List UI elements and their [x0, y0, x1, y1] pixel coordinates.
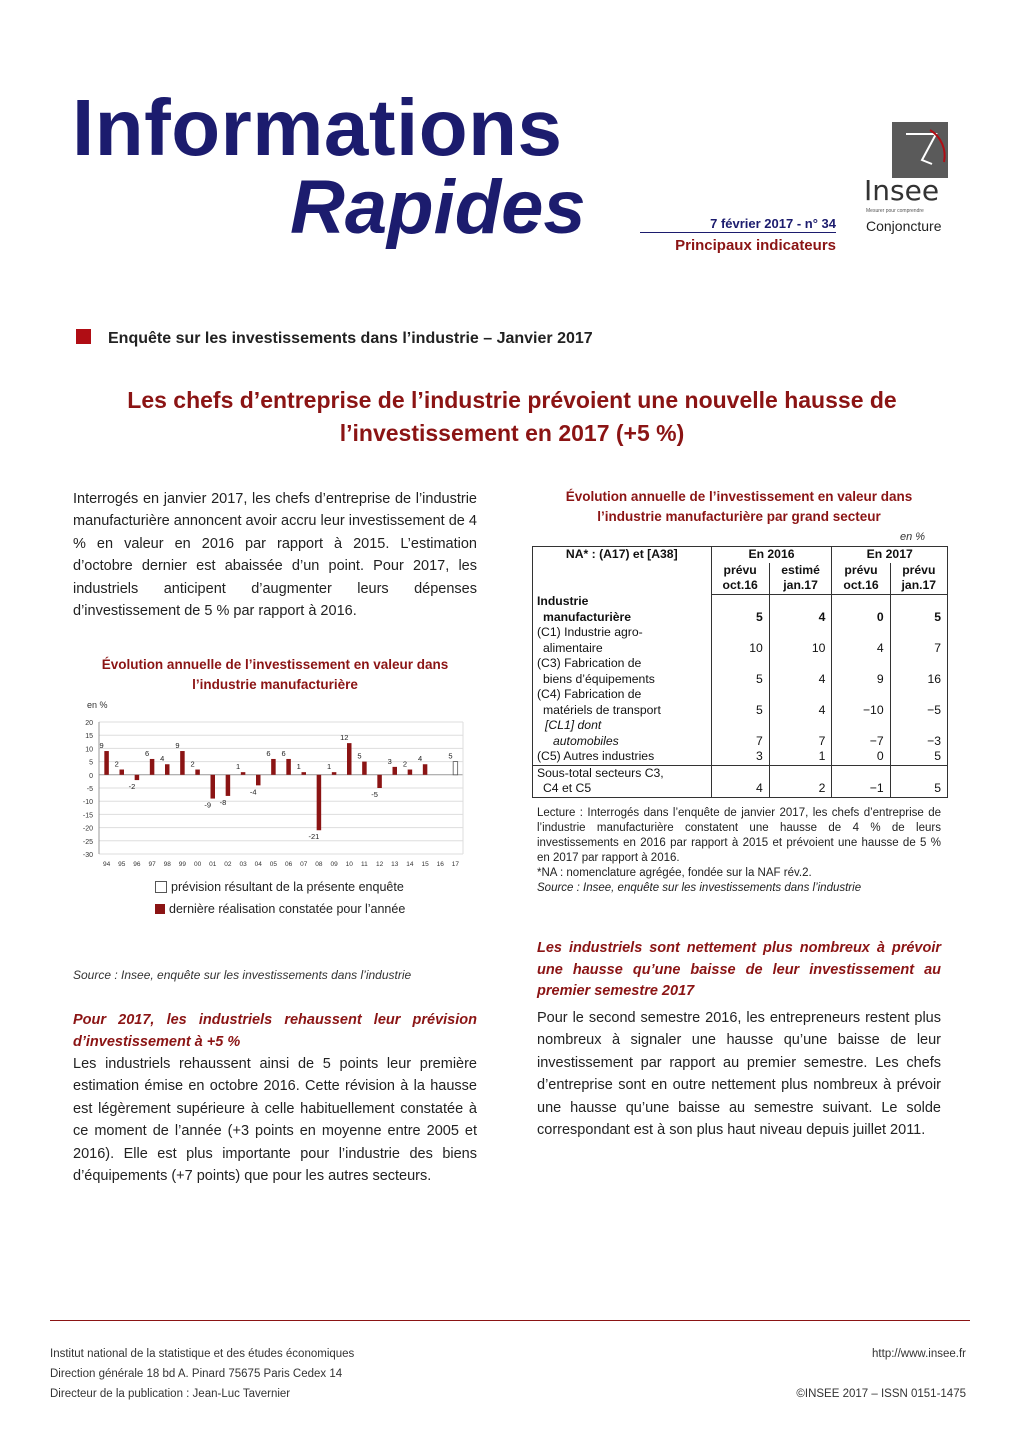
data-label: -21 [308, 832, 320, 842]
data-label: 6 [266, 748, 271, 758]
table-row [533, 594, 948, 625]
issue-category: Principaux indicateurs [675, 237, 836, 254]
chart-legend [155, 880, 405, 916]
x-tick-label: 06 [284, 861, 293, 868]
table-cell: −7 [832, 718, 890, 749]
footer-copyright: ©INSEE 2017 – ISSN 0151-1475 [796, 1388, 966, 1400]
x-tick-label: 14 [406, 861, 414, 868]
bar [302, 772, 307, 775]
chart-source: Source : Insee, enquête sur les investissements dans l’industrie [73, 968, 412, 982]
y-tick-label: 15 [85, 733, 93, 741]
insee-logo [862, 122, 956, 242]
data-label: 2 [190, 759, 195, 769]
table-unit: en % [900, 531, 926, 543]
bar [226, 775, 231, 796]
bar [377, 775, 382, 788]
table-cell: 1 [769, 749, 832, 765]
logo-conjoncture: Conjoncture [866, 218, 942, 234]
logo-emblem-icon [892, 122, 948, 178]
footer-url[interactable]: http://www.insee.fr [872, 1348, 966, 1360]
bar [135, 775, 140, 780]
table-cell: −5 [890, 687, 947, 718]
table-row [533, 765, 948, 797]
table-na-note: *NA : nomenclature agrégée, fondée sur la NAF rév.2. [537, 867, 812, 879]
x-tick-label: 99 [178, 861, 187, 868]
y-tick-label: -25 [82, 838, 93, 846]
data-label: 6 [144, 748, 150, 758]
x-tick-label: 01 [209, 861, 217, 868]
survey-title: Enquête sur les investissements dans l’industrie – Janvier 2017 [108, 330, 593, 347]
table-cell: 4 [711, 765, 769, 797]
data-label: -9 [204, 800, 212, 810]
bar [286, 759, 291, 775]
y-tick-label: 20 [85, 720, 93, 727]
table-cell: 4 [769, 594, 832, 625]
bar [347, 743, 352, 775]
table-cell: 10 [711, 625, 769, 656]
y-tick-label: -20 [82, 825, 93, 833]
y-tick-label: -5 [86, 786, 93, 793]
data-label: 4 [417, 754, 423, 764]
bar [332, 772, 337, 775]
legend-forecast: prévision résultant de la présente enquête [155, 880, 405, 894]
x-tick-label: 10 [345, 861, 353, 868]
bar [423, 764, 428, 775]
table-cell: −10 [832, 687, 890, 718]
table-cell: 5 [711, 687, 769, 718]
data-label: -8 [219, 797, 227, 807]
table-cell: 16 [890, 656, 947, 687]
y-tick-label: -10 [82, 799, 93, 807]
x-tick-label: 09 [330, 861, 338, 868]
table-cell: 5 [890, 594, 947, 625]
table-row [533, 687, 948, 718]
x-tick-label: 07 [300, 861, 308, 868]
table-row-label: Industrie manufacturière [533, 594, 712, 625]
data-label: 6 [281, 748, 286, 758]
data-label: 1 [326, 762, 332, 772]
legend-actual-swatch [155, 904, 165, 914]
x-tick-label: 00 [193, 861, 202, 868]
footer-right [796, 1344, 966, 1404]
x-tick-label: 98 [163, 861, 171, 868]
x-tick-label: 16 [436, 861, 444, 868]
table-row [533, 656, 948, 687]
table-cell: 5 [890, 749, 947, 765]
table-cell: 7 [890, 625, 947, 656]
table-cell: 0 [832, 594, 890, 625]
bar [317, 775, 322, 830]
chart-caption: Évolution annuelle de l’investissement en valeur dans l’industrie manufacturière [101, 657, 449, 692]
table-row [533, 625, 948, 656]
table-row [533, 718, 948, 749]
bar [120, 770, 125, 775]
logo-tagline: Mesurer pour comprendre [866, 208, 924, 214]
x-tick-label: 05 [269, 861, 278, 868]
data-label: 9 [175, 741, 180, 751]
bar [362, 762, 367, 775]
investment-bar-chart [73, 700, 493, 930]
x-tick-label: 11 [361, 861, 368, 868]
footer-address: Institut national de la statistique et des études économiques Direction générale 18 bd A. Pinard 75675 Paris Cedex 14 Directeur de la publication : Jean-Luc Tavernier [50, 1348, 355, 1400]
table-row-label: (C5) Autres industries [533, 749, 712, 765]
bar [211, 775, 216, 799]
table-cell: 4 [769, 656, 832, 687]
bar [165, 764, 170, 775]
table-cell: 3 [711, 749, 769, 765]
y-tick-label: 5 [89, 759, 93, 767]
headline [60, 384, 964, 450]
data-label: -4 [249, 787, 257, 797]
data-label: 5 [357, 751, 362, 761]
table-head-label: NA* : (A17) et [A38] [533, 547, 712, 595]
table-cell: 4 [769, 687, 832, 718]
legend-forecast-swatch [155, 881, 167, 893]
y-tick-label: -30 [82, 852, 93, 859]
bar [271, 759, 276, 775]
table-cell: 4 [832, 625, 890, 656]
data-label: 3 [387, 756, 392, 766]
semester-paragraph: Pour le second semestre 2016, les entrepreneurs restent plus nombreux à signaler une hausse qu’une baisse de leur investissement par rapport au premier semestre. Les chefs d’entreprise sont en outre nettement plus nombreux à prévoir une hausse qu’une baisse au semestre suivant. Le solde correspondant est à son plus haut niveau depuis juillet 2011. [537, 1010, 941, 1139]
table-lecture: Lecture : Interrogés dans l’enquête de janvier 2017, les chefs d’entreprise de l’industrie manufacturière constatent une hausse de 4 % de leurs investissements en 2016 par rapport à 2015 et prévoient une hausse de 5 % en 2017 par rapport à 2016. [537, 807, 941, 864]
table-row-label: [CL1] dont automobiles [533, 718, 712, 749]
data-label: 1 [235, 762, 241, 772]
x-tick-label: 04 [254, 861, 262, 868]
forecast-paragraph: Les industriels rehaussent ainsi de 5 points leur première estimation émise en octobre 2016. Cette révision à la hausse est légèrement supérieure à celle habituellement constatée à ce moment de l’année (+3 points en moyenne entre 2005 et 2016). Elle est plus importante pour l’industrie des biens d’équipements (+7 points) que pour les autres secteurs. [73, 1056, 477, 1185]
bar [393, 767, 398, 775]
header-rule [640, 232, 836, 233]
table-header-row [533, 547, 948, 563]
bar [408, 770, 413, 775]
table-cell: 7 [711, 718, 769, 749]
data-label: 12 [340, 733, 349, 743]
chart-svg [73, 700, 493, 880]
data-label: -2 [128, 782, 136, 792]
table-cell: 0 [832, 749, 890, 765]
table-row [533, 749, 948, 765]
subheading-semester: Les industriels sont nettement plus nombreux à prévoir une hausse qu’une baisse de leur investissement au premier semestre 2017 [537, 940, 941, 999]
logo-wordmark: Insee [864, 174, 940, 207]
table-caption: Évolution annuelle de l’investissement en valeur dans l’industrie manufacturière par grand secteur [565, 489, 913, 524]
table-cell: 7 [769, 718, 832, 749]
table-cell: 5 [890, 765, 947, 797]
data-label: 2 [114, 759, 119, 769]
bar [180, 751, 185, 775]
table-cell: −3 [890, 718, 947, 749]
table-source: Source : Insee, enquête sur les investissements dans l’industrie [537, 882, 862, 894]
bar [453, 762, 458, 775]
table-row-label: (C4) Fabrication de matériels de transport [533, 687, 712, 718]
data-label: 1 [296, 762, 301, 772]
x-tick-label: 95 [118, 861, 126, 868]
table-cell: 2 [769, 765, 832, 797]
footer-rule [50, 1320, 970, 1321]
section-bullet-icon [76, 329, 91, 344]
data-label: 9 [99, 741, 104, 751]
data-label: 4 [160, 754, 165, 764]
x-tick-label: 08 [315, 861, 323, 868]
brand-title: Informations [72, 83, 563, 172]
table-year-2017: En 2017 [832, 547, 948, 563]
x-tick-label: 13 [391, 861, 399, 868]
subheading-forecast: Pour 2017, les industriels rehaussent leur prévision d’investissement à +5 % [73, 1012, 477, 1050]
table-cell: 5 [711, 656, 769, 687]
y-tick-label: -15 [82, 812, 93, 820]
x-tick-label: 94 [102, 861, 111, 868]
headline-line-2: l’investissement en 2017 (+5 %) [339, 420, 685, 446]
x-tick-label: 03 [239, 861, 247, 868]
table-cell: 5 [711, 594, 769, 625]
table-notes [537, 806, 941, 896]
data-label: 2 [402, 759, 408, 769]
legend-actual: dernière réalisation constatée pour l’année [155, 902, 405, 916]
x-tick-label: 17 [451, 861, 460, 868]
x-tick-label: 15 [421, 861, 429, 868]
data-label: -5 [371, 790, 378, 799]
table-year-2016: En 2016 [711, 547, 832, 563]
table-cell: −1 [832, 765, 890, 797]
sector-table: NA* : (A17) et [A38] En 2016 En 2017 prévu estimé prévu prévu oct.16 jan.17 oct.16 jan.17 Industrie manufacturière 5 4 0 5 (C1) Industrie agro- alimentaire 10 10 4 7 (C3) Fabrication de biens d’équipements 5 4 9 16 (C4) Fabrication de matériels de transport 5 4 −10 −5 [CL1] dont automobiles 7 7 −7 −3 (C5) Autres industries 3 1 0 5 Sous-total secteurs C3, C4 et C5 4 2 −1 5 [532, 546, 948, 798]
data-label: 5 [448, 751, 453, 761]
table-cell: 10 [769, 625, 832, 656]
table-cell: 9 [832, 656, 890, 687]
x-tick-label: 97 [148, 861, 156, 868]
headline-line-1: Les chefs d’entreprise de l’industrie prévoient une nouvelle hausse de [127, 387, 897, 413]
x-tick-label: 96 [133, 861, 141, 868]
issue-date: 7 février 2017 - n° 34 [710, 216, 836, 231]
y-tick-label: 0 [89, 772, 93, 780]
x-tick-label: 12 [375, 861, 384, 868]
y-tick-label: 10 [85, 746, 93, 754]
brand-subtitle: Rapides [290, 165, 586, 250]
table-row-label: Sous-total secteurs C3, C4 et C5 [533, 765, 712, 797]
x-tick-label: 02 [224, 861, 232, 868]
intro-paragraph: Interrogés en janvier 2017, les chefs d’entreprise de l’industrie manufacturière annoncent avoir accru leur investissement de 4 % en valeur en 2016 par rapport à 2015. L’estimation d’octobre dernier est abaissée d’un point. Pour 2017, les industriels anticipent d’augmenter leurs dépenses d’investissement de 5 % par rapport à 2016. [73, 491, 477, 620]
y-axis-label: en % [87, 700, 108, 710]
bar [150, 759, 155, 775]
bar [104, 751, 109, 775]
bar [241, 772, 246, 775]
bar [256, 775, 261, 786]
bar [195, 770, 200, 775]
table-row-label: (C3) Fabrication de biens d’équipements [533, 656, 712, 687]
table-row-label: (C1) Industrie agro- alimentaire [533, 625, 712, 656]
